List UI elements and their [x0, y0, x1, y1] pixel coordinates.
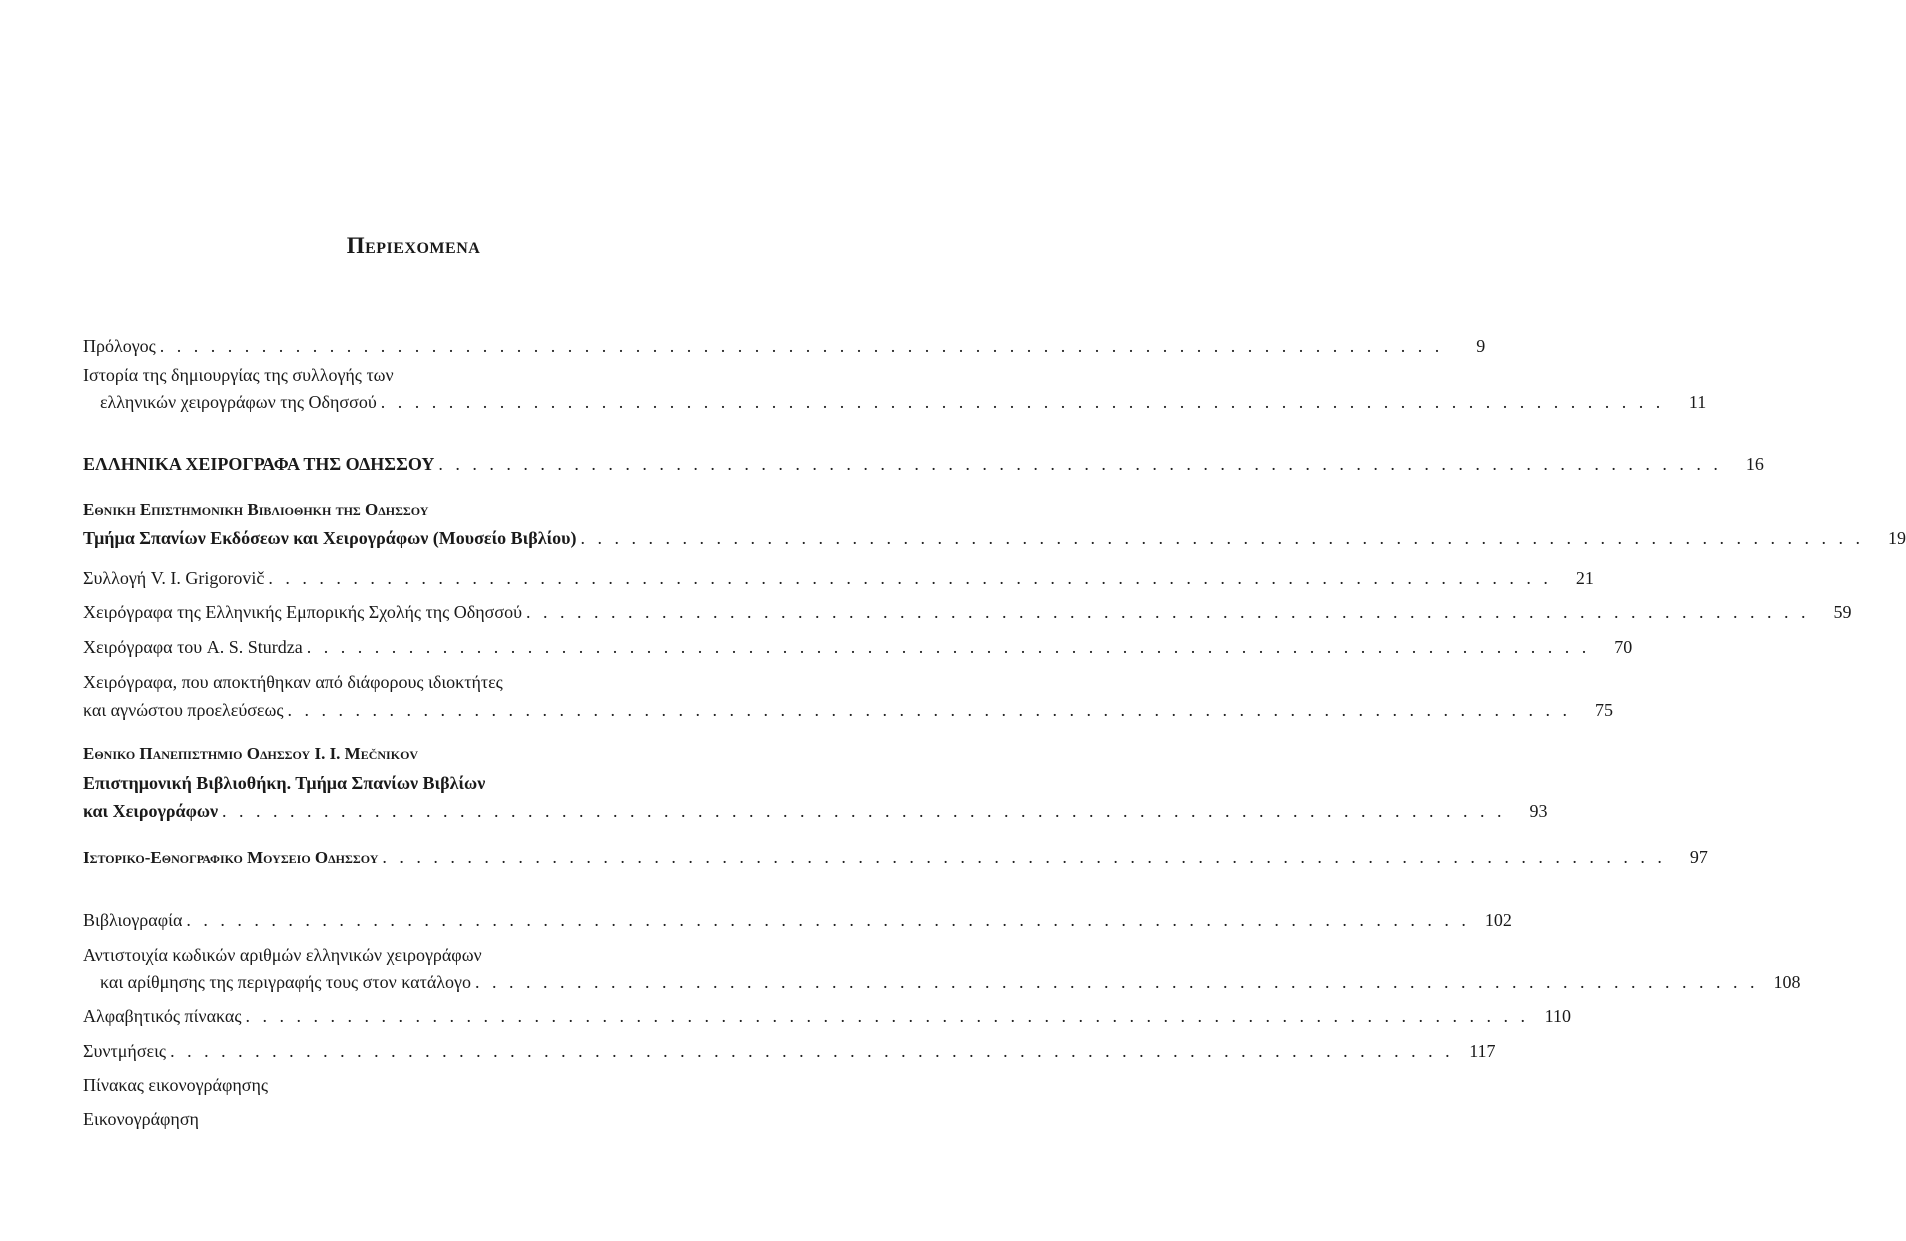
dot-leader: . . . . . . . . . . . . . . . . . . . . . . . . . . . . . . . . . . . . . . . . . . . . . . . . . . . . . . . . . . . . . . . . . . . . . . . . . . . .	[580, 528, 1865, 548]
toc-entry-label: Συντμήσεις	[83, 1041, 167, 1061]
toc-entry-label: Ιστορικο-Εθνογραφικο Μουσειο Οδησσου	[83, 848, 379, 867]
dot-leader: . . . . . . . . . . . . . . . . . . . . . . . . . . . . . . . . . . . . . . . . . . . . . . . . . . . . . . . . . . . . . . . . . . . . . . . . . . . .	[170, 1041, 1454, 1061]
dot-leader: . . . . . . . . . . . . . . . . . . . . . . . . . . . . . . . . . . . . . . . . . . . . . . . . . . . . . . . . . . . . . . . . . . . . . . . . . . . .	[306, 637, 1591, 657]
toc-page-number: 93	[1529, 801, 1548, 821]
toc-entry-museum[interactable]	[83, 844, 1708, 870]
section-heading-national-library: Εθνικη Επιστημονικη Βιβλιοθηκη της Οδησσου	[83, 500, 429, 519]
dot-leader: . . . . . . . . . . . . . . . . . . . . . . . . . . . . . . . . . . . . . . . . . . . . . . . . . . . . . . . . . . . . . . . . . . . . . . . . . . . .	[186, 910, 1470, 930]
toc-entry-index[interactable]	[83, 1003, 1571, 1029]
section-heading-university: Εθνικο Πανεπιστημιο Οδησσου I. I. Mečnikov	[83, 744, 419, 763]
toc-entry-grigorovic[interactable]	[83, 565, 1594, 591]
toc-page-number: 11	[1688, 392, 1707, 412]
toc-page-number: 97	[1689, 847, 1708, 867]
toc-entry-rare-editions[interactable]	[83, 525, 1906, 551]
toc-entry-label: και αγνώστου προελεύσεως	[83, 700, 284, 720]
toc-page-number: 21	[1575, 568, 1594, 588]
toc-entry-label: ελληνικών χειρογράφων της Οδησσού	[100, 392, 377, 412]
toc-entry-sturdza[interactable]	[83, 634, 1633, 660]
toc-entry-label: Τμήμα Σπανίων Εκδόσεων και Χειρογράφων (Μουσείο Βιβλίου)	[83, 528, 577, 548]
dot-leader: . . . . . . . . . . . . . . . . . . . . . . . . . . . . . . . . . . . . . . . . . . . . . . . . . . . . . . . . . . . . . . . . . . . . . . . . . . . .	[268, 568, 1552, 588]
toc-entry-commercial-school[interactable]	[83, 599, 1852, 625]
dot-leader: . . . . . . . . . . . . . . . . . . . . . . . . . . . . . . . . . . . . . . . . . . . . . . . . . . . . . . . . . . . . . . . . . . . . . . . . . . . .	[222, 801, 1506, 821]
dot-leader: . . . . . . . . . . . . . . . . . . . . . . . . . . . . . . . . . . . . . . . . . . . . . . . . . . . . . . . . . . . . . . . . . . . . . . . . . . . .	[525, 602, 1810, 622]
toc-entry-label: Συλλογή V. I. Grigorovič	[83, 568, 265, 588]
toc-entry-various[interactable]	[83, 697, 1613, 723]
toc-entry-various-line1: Χειρόγραφα, που αποκτήθηκαν από διάφορους ιδιοκτήτες	[83, 672, 503, 692]
toc-entry-greek-manuscripts[interactable]	[83, 451, 1764, 477]
toc-entry-illustrations[interactable]: Εικονογράφηση	[83, 1109, 199, 1129]
toc-entry-label: και αρίθμησης της περιγραφής τους στον κατάλογο	[100, 972, 471, 992]
toc-entry-illustrations-list[interactable]: Πίνακας εικονογράφησης	[83, 1075, 269, 1095]
toc-page-number: 75	[1594, 700, 1613, 720]
toc-entry-label: Χειρόγραφα του A. S. Sturdza	[83, 637, 303, 657]
toc-entry-label: Αλφαβητικός πίνακας	[83, 1006, 242, 1026]
dot-leader: . . . . . . . . . . . . . . . . . . . . . . . . . . . . . . . . . . . . . . . . . . . . . . . . . . . . . . . . . . . . . . . . . . . . . . . . . . . .	[438, 454, 1722, 474]
toc-entry-university-line2: Επιστημονική Βιβλιοθήκη. Τμήμα Σπανίων Βιβλίων	[83, 773, 486, 793]
toc-entry-bibliography[interactable]	[83, 907, 1512, 933]
toc-page-number: 19	[1888, 528, 1906, 548]
toc-page-number: 59	[1833, 602, 1852, 622]
toc-entry-history[interactable]	[100, 389, 1707, 415]
toc-entry-label: Χειρόγραφα της Ελληνικής Εμπορικής Σχολής της Οδησσού	[83, 602, 522, 622]
toc-entry-concordance[interactable]	[100, 969, 1801, 995]
toc-entry-prologue[interactable]	[83, 333, 1486, 359]
toc-entry-university[interactable]	[83, 798, 1548, 824]
toc-entry-label: Βιβλιογραφία	[83, 910, 183, 930]
dot-leader: . . . . . . . . . . . . . . . . . . . . . . . . . . . . . . . . . . . . . . . . . . . . . . . . . . . . . . . . . . . . . . . . . . . . . . . . . . . .	[159, 336, 1444, 356]
page-title: Περιεχομενα	[346, 233, 481, 258]
dot-leader: . . . . . . . . . . . . . . . . . . . . . . . . . . . . . . . . . . . . . . . . . . . . . . . . . . . . . . . . . . . . . . . . . . . . . . . . . . . .	[245, 1006, 1529, 1026]
toc-page-number: 9	[1476, 336, 1486, 356]
toc-entry-label: Πρόλογος	[83, 336, 156, 356]
toc-entry-label: και Χειρογράφων	[83, 801, 219, 821]
toc-entry-label: ΕΛΛΗΝΙΚΑ ΧΕΙΡΟΓΡΑΦΑ ΤΗΣ ΟΔΗΣΣΟΥ	[83, 454, 435, 474]
toc-page-number: 110	[1544, 1006, 1571, 1026]
toc-page-number: 102	[1484, 910, 1512, 930]
toc-entry-abbreviations[interactable]	[83, 1038, 1496, 1064]
dot-leader: . . . . . . . . . . . . . . . . . . . . . . . . . . . . . . . . . . . . . . . . . . . . . . . . . . . . . . . . . . . . . . . . . . . . . . . . . . . .	[474, 972, 1759, 992]
toc-page-number: 117	[1469, 1041, 1496, 1061]
toc-page-number: 16	[1745, 454, 1764, 474]
toc-page-number: 108	[1773, 972, 1801, 992]
toc-page-number: 70	[1614, 637, 1633, 657]
toc-entry-history-line1: Ιστορία της δημιουργίας της συλλογής των	[83, 365, 394, 385]
dot-leader: . . . . . . . . . . . . . . . . . . . . . . . . . . . . . . . . . . . . . . . . . . . . . . . . . . . . . . . . . . . . . . . . . . . . . . . . . . . .	[287, 700, 1571, 720]
dot-leader: . . . . . . . . . . . . . . . . . . . . . . . . . . . . . . . . . . . . . . . . . . . . . . . . . . . . . . . . . . . . . . . . . . . . . . . . . . . .	[380, 392, 1665, 412]
toc-entry-concordance-line1: Αντιστοιχία κωδικών αριθμών ελληνικών χειρογράφων	[83, 945, 482, 965]
dot-leader: . . . . . . . . . . . . . . . . . . . . . . . . . . . . . . . . . . . . . . . . . . . . . . . . . . . . . . . . . . . . . . . . . . . . . . . . . . . .	[382, 847, 1666, 867]
